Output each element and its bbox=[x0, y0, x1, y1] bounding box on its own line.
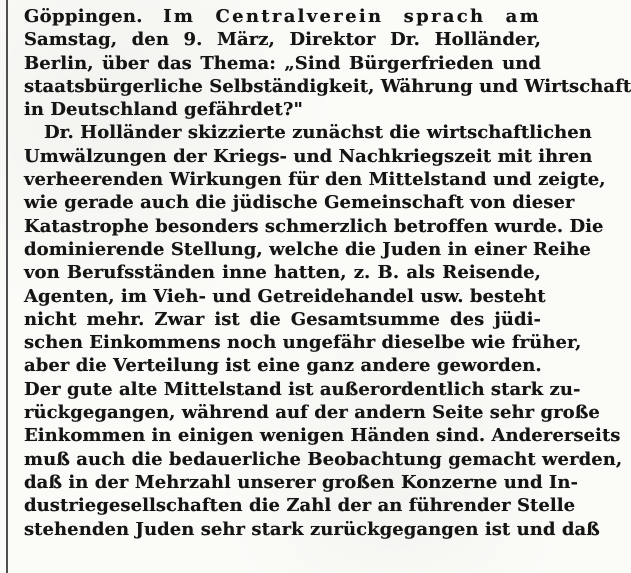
article-line-15: schen Einkommens noch ungefähr dieselbe wie früher, bbox=[24, 332, 582, 354]
article-line-12: von Berufsständen inne hatten, z. B. als Reisende, bbox=[24, 262, 541, 284]
place-heading: Göppingen. bbox=[24, 6, 143, 27]
article-line-19: Einkommen in einigen wenigen Händen sind. Andererseits bbox=[24, 425, 621, 447]
article-line-1 bbox=[24, 5, 541, 28]
newspaper-article bbox=[24, 5, 631, 541]
article-line-11: dominierende Stellung, welche die Juden in einer Reihe bbox=[24, 238, 591, 260]
opening-text: Im Centralverein sprach am bbox=[142, 6, 541, 27]
article-line-3: Berlin, über das Thema: „Sind Bürgerfrieden und bbox=[24, 52, 541, 74]
article-line-4: staatsbürgerliche Selbständigkeit, Währung und Wirtschaft bbox=[24, 75, 631, 97]
article-line-7: Umwälzungen der Kriegs- und Nachkriegszeit mit ihren bbox=[24, 145, 593, 167]
article-line-5: in Deutschland gefährdet?" bbox=[24, 99, 303, 121]
article-line-23: stehenden Juden sehr stark zurückgegangen ist und daß bbox=[24, 518, 600, 540]
article-line-20: muß auch die bedauerliche Beobachtung gemacht werden, bbox=[24, 448, 623, 470]
article-line-18: rückgegangen, während auf der andern Seite sehr große bbox=[24, 402, 600, 424]
column-rule bbox=[6, 0, 8, 573]
article-line-2: Samstag, den 9. März, Direktor Dr. Holländer, bbox=[24, 29, 541, 51]
article-line-17: Der gute alte Mittelstand ist außerordentlich stark zu- bbox=[24, 378, 581, 400]
article-line-9: wie gerade auch die jüdische Gemeinschaft von dieser bbox=[24, 192, 575, 214]
article-line-22: dustriegesellschaften die Zahl der an führender Stelle bbox=[24, 495, 576, 517]
article-line-21: daß in der Mehrzahl unserer großen Konzerne und In- bbox=[24, 471, 579, 493]
article-line-10: Katastrophe besonders schmerzlich betroffen wurde. Die bbox=[24, 215, 604, 237]
article-line-13: Agenten, im Vieh- und Getreidehandel usw. besteht bbox=[24, 285, 546, 307]
article-line-6: Dr. Holländer skizzierte zunächst die wirtschaftlichen bbox=[44, 122, 592, 144]
article-line-8: verheerenden Wirkungen für den Mittelstand und zeigte, bbox=[24, 169, 606, 191]
article-line-16: aber die Verteilung ist eine ganz andere geworden. bbox=[24, 355, 542, 377]
article-line-14: nicht mehr. Zwar ist die Gesamtsumme des jüdi- bbox=[24, 308, 541, 330]
